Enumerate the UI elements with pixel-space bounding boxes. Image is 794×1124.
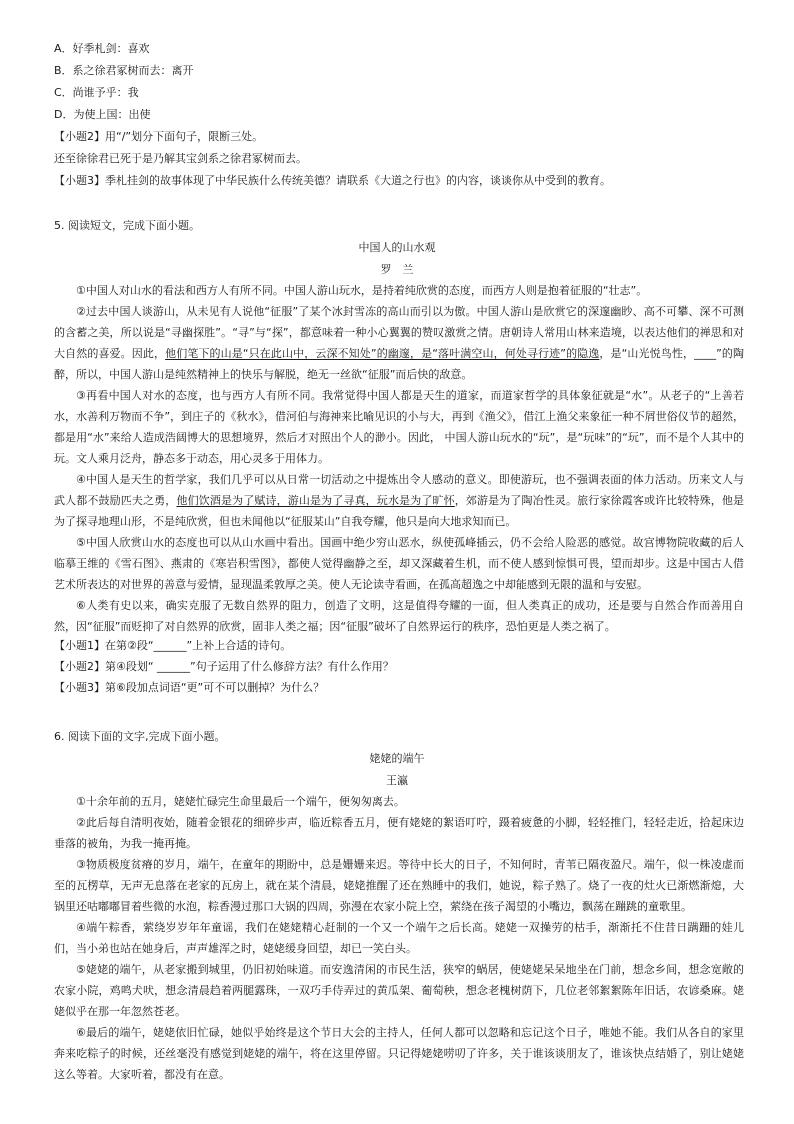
option-a: A．好季札剑：喜欢 [54, 42, 150, 55]
q4-sentence: 还至徐徐君已死于是乃解其宝剑系之徐君冢树而去。 [54, 152, 307, 165]
q6-paragraph-5: ⑤姥姥的端午，从老家搬到城里，仍旧初始味道。而安逸清闲的市民生活，狭窄的蜗居，使姥姥呆呆地坐在门前，想念乡间，想念宽敞的农家小院，鸡鸣犬吠，想念清晨趋着两腿露珠，一双巧手侍弄过的黄瓜架、葡萄秧，想念老槐树荫下，几位老邻絮絮陈年旧话，农谚桑麻。姥姥似乎在那一年忽然苍老。 [54, 963, 744, 1018]
q6-paragraph-6: ⑥最后的端午，姥姥依旧忙碌，她似乎始终是这个节日大会的主持人，任何人都可以忽略和忘记这个日子，唯她不能。我们从各自的家里奔来吃粽子的时候，还丝毫没有感觉到姥姥的端午，将在这里停留。只记得姥姥唠叨了许多，关于谁该谈朋友了，谁该快点结婚了，别让姥姥这么等着。大家听着，都没有在意。 [54, 1026, 744, 1081]
q5-paragraph-4: ④中国人是天生的哲学家，我们几乎可以从日常一切活动之中提炼出令人感动的意义。即使游玩，也不强调表面的体力活动。历来文人与武人都不鼓励匹夫之勇，他们饮酒是为了赋诗，游山是为了寻真，玩水是为了旷怀，郊游是为了陶冶性灵。旅行家徐霞客或许比较特殊，他是为了探寻地理山形，不是纯欣赏，但也未闻他以“征服某山”自我夸耀，他只是向大地求知而已。 [54, 473, 745, 528]
underlined-sentence: 他们笔下的山是“只在此山中，云深不知处”的幽邃，是“落叶满空山，何处寻行迹”的隐逸 [165, 347, 600, 360]
q4-subquestion-2: 【小题2】用“/”划分下面句子，限断三处。 [54, 130, 264, 143]
q5-paragraph-3: ③再看中国人对水的态度，也与西方人有所不同。我常觉得中国人都是天生的道家，而道家哲学的具体象征就是“水”。从老子的“上善若水，水善利万物而不争”，到庄子的《秋水》，借河伯与海神来比喻见识的小与大，再到《渔父》，借江上渔父来象征一种不屑世俗仪节的超然，都是用“水”来给人造成浩阔博大的思想境界，然后才对照出个人的渺小。因此， 中国人游山玩水的“玩”，是“玩味”的“玩”，而不是个人其中的玩。文人乘月泛舟，静态多于动态，用心灵多于用体力。 [54, 389, 744, 465]
q6-paragraph-2: ②此后每自清明夜始，随着金银花的细碎步声，临近粽香五月，便有姥姥的絮语叮咛，蹑着疲惫的小脚，轻轻推门，轻轻走近，拾起床边垂落的被角，为我一掩再掩。 [54, 816, 744, 850]
q6-author: 王瀛 [386, 774, 408, 787]
q6-paragraph-1: ①十余年前的五月，姥姥忙碌完生命里最后一个端午，便匆匆离去。 [76, 795, 405, 808]
q5-intro: 5. 阅读短文，完成下面小题。 [54, 219, 200, 232]
q5-title: 中国人的山水观 [358, 241, 436, 254]
q6-paragraph-3: ③物质极度贫瘠的岁月，端午，在童年的期盼中，总是姗姗来迟。等待中长大的日子，不知何时，青苇已隔夜盈尺。端午，似一株凌虚而至的瓦楞草，无声无息落在老家的瓦房上，就在某个清晨，姥姥推醒了还在熟睡中的我们，她说，粽子熟了。烧了一夜的灶火已渐燃渐熄，大锅里还咕嘟嘟冒着些微的水泡，粽香漫过那口大锅的四周，弥漫在农家小院上空，萦绕在孩子渴望的小嘴边，飘荡在蹦跳的童歌里。 [54, 858, 744, 913]
q6-title: 姥姥的端午 [369, 752, 425, 765]
q5-paragraph-5: ⑤中国人欣赏山水的态度也可以从山水画中看出。国画中绝少穷山恶水，纵使孤峰插云，仍不会给人险恶的感觉。故宫博物院收藏的后人临摹王维的《雪石图》、燕肃的《寒岩积雪图》，都使人觉得幽静之至，却又深藏着生机，而不使人感到惊惧可畏，望而却步。这是中国古人借艺术所表达的对世界的善意与爱情，显现温柔敦厚之美。使人无论读寺看画，在孤高超逸之中却能感到无限的温和与安慰。 [54, 536, 744, 591]
q5-subquestion-1: 【小题1】在第②段“______”上补上合适的诗句。 [54, 639, 292, 652]
q5-paragraph-1: ①中国人对山水的看法和西方人有所不同。中国人游山玩水，是持着纯欣赏的态度，而西方人则是抱着征服的“壮志”。 [76, 284, 648, 297]
option-b: B．系之徐君冢树而去：离开 [54, 64, 194, 77]
q5-author: 罗 兰 [380, 263, 414, 276]
option-c: C．尚谁予乎：我 [54, 86, 139, 99]
underlined-sentence: 他们饮酒是为了赋诗，游山是为了寻真，玩水是为了旷怀 [176, 494, 455, 507]
q4-subquestion-3: 【小题3】季札挂剑的故事体现了中华民族什么传统美德？请联系《大道之行也》的内容，谈谈你从中受到的教育。 [54, 174, 611, 187]
q6-intro: 6. 阅读下面的文字,完成下面小题。 [54, 730, 226, 743]
option-d: D．为使上国：出使 [54, 108, 151, 121]
q5-subquestion-2: 【小题2】第④段划“ ______”句子运用了什么修辞方法？有什么作用？ [54, 660, 394, 673]
q5-paragraph-6: ⑥人类有史以来，确实克服了无数自然界的阻力，创造了文明，这是值得夸耀的一面，但人类真正的成功，还是要与自然合作而善用自然，因“征服”而贬抑了对自然界的欣赏，固非人类之福；因“征服”破坏了自然界运行的秩序，恐怕更是人类之祸了。 [54, 599, 744, 633]
q6-paragraph-4: ④端午粽香，萦绕岁岁年年童谣，我们在姥姥精心赶制的一个又一个端午之后长高。姥姥一双操劳的枯手，渐渐托不住昔日蹒跚的娃儿们，当小弟也站在她身后，声声雄浑之时，姥姥缓身回望，却已一笑白头。 [54, 921, 744, 955]
q5-paragraph-2: ②过去中国人谈游山，从未见有人说他“征服”了某个冰封雪冻的高山而引以为傲。中国人游山是欣赏它的深邃幽眇、高不可攀、深不可测的含蓄之美，所以说是“寻幽探胜”。“寻”与“探”，都意味着一种小心翼翼的赞叹激赏之情。唐朝诗人常用山林来造境，以表达他们的禅思和对大自然的喜爱。因此，他们笔下的山是“只在此山中，云深不知处”的幽邃，是“落叶满空山，何处寻行迹”的隐逸，是“山光悦鸟性，____”的陶醉，所以，中国人游山是纯然精神上的快乐与解脱，绝无一丝欲“征服”而后快的敌意。 [54, 305, 745, 381]
q5-subquestion-3: 【小题3】第⑥段加点词语“更”可不可以删掉？为什么？ [54, 681, 325, 694]
